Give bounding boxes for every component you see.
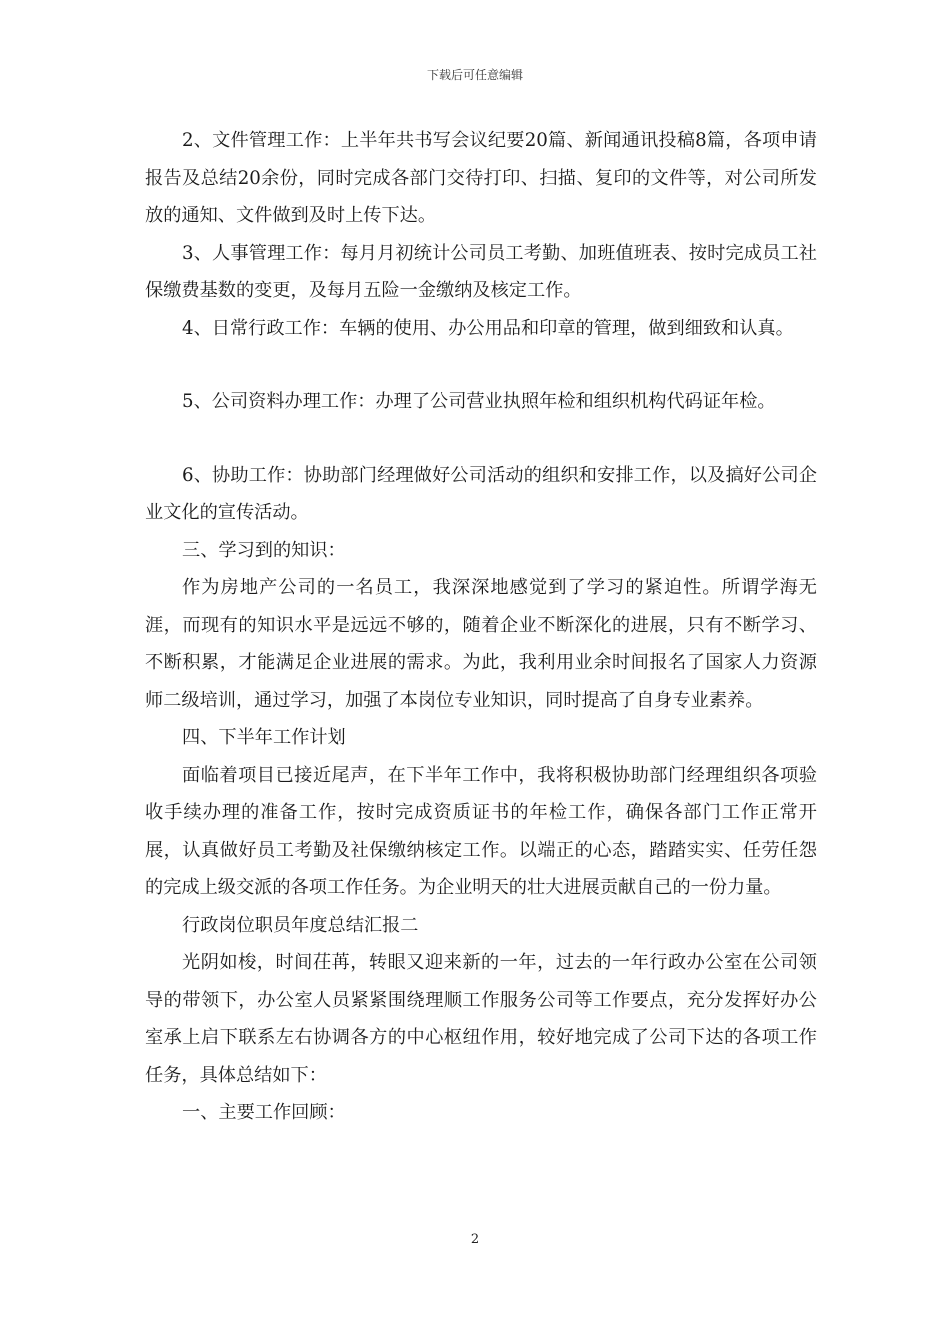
paragraph-knowledge: 作为房地产公司的一名员工，我深深地感觉到了学习的紧迫性。所谓学海无涯，而现有的知识水平是远远不够的，随着企业不断深化的进展，只有不断学习、不断积累，才能满足企业进展的需求。为此，我利用业余时间报名了国家人力资源师二级培训，通过学习，加强了本岗位专业知识，同时提高了自身专业素养。 (145, 577, 817, 711)
paragraph-file-management: 2、文件管理工作：上半年共书写会议纪要20篇、新闻通讯投稿8篇，各项申请报告及总结20余份，同时完成各部门交待打印、扫描、复印的文件等，对公司所发放的通知、文件做到及时上传下达。 (145, 130, 817, 226)
page-number: 2 (470, 1232, 480, 1247)
section-heading-plan: 四、下半年工作计划 (182, 727, 346, 748)
paragraph-assistance-work: 6、协助工作：协助部门经理做好公司活动的组织和安排工作，以及搞好公司企业文化的宣传活动。 (145, 464, 817, 523)
section-heading-knowledge: 三、学习到的知识： (182, 539, 346, 561)
section-heading-review: 一、主要工作回顾： (182, 1102, 346, 1123)
page-header: 下载后可任意编辑 (426, 68, 523, 82)
paragraph-intro-two: 光阴如梭，时间茌苒，转眼又迎来新的一年，过去的一年行政办公室在公司领导的带领下，办公室人员紧紧围绕理顺工作服务公司等工作要点，充分发挥好办公室承上启下联系左右协调各方的中心枢纽作用，较好地完成了公司下达的各项工作任务，具体总结如下： (145, 952, 817, 1086)
paragraph-company-documents: 5、公司资料办理工作：办理了公司营业执照年检和组织机构代码证年检。 (182, 391, 776, 412)
report-title-two: 行政岗位职员年度总结汇报二 (182, 914, 419, 936)
paragraph-plan: 面临着项目已接近尾声，在下半年工作中，我将积极协助部门经理组织各项验收手续办理的准备工作，按时完成资质证书的年检工作，确保各部门工作正常开展，认真做好员工考勤及社保缴纳核定工作。以端正的心态，踏踏实实、任劳任怨的完成上级交派的各项工作任务。为企业明天的壮大进展贡献自己的一份力量。 (145, 764, 817, 898)
document-body (145, 122, 817, 1132)
paragraph-hr-management: 3、人事管理工作：每月月初统计公司员工考勤、加班值班表、按时完成员工社保缴费基数的变更，及每月五险一金缴纳及核定工作。 (145, 242, 817, 301)
paragraph-daily-admin: 4、日常行政工作：车辆的使用、办公用品和印章的管理，做到细致和认真。 (182, 317, 794, 339)
